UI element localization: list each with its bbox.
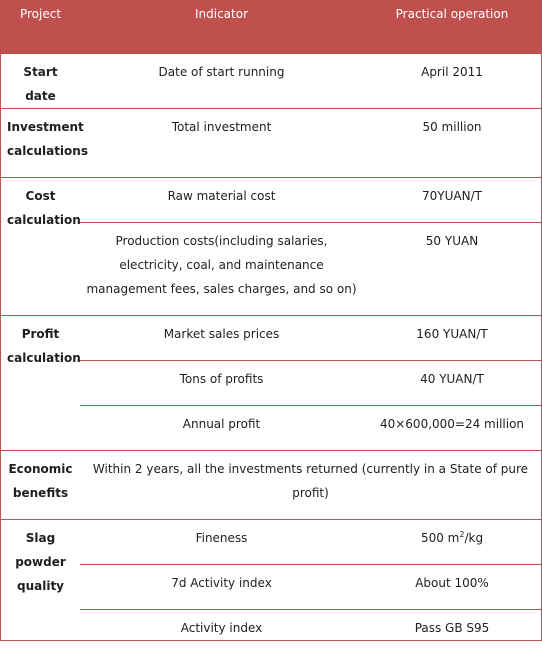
- value-cell: April 2011: [421, 65, 483, 79]
- header-row: [1, 1, 541, 54]
- table-row: [1, 316, 541, 361]
- project-start: Start date: [23, 65, 58, 103]
- header-project: Project: [1, 1, 80, 54]
- value-cell: [363, 520, 541, 565]
- fineness-unit: /kg: [464, 531, 484, 545]
- project-profit: Profit calculation: [1, 316, 80, 451]
- table-row: [1, 361, 541, 406]
- table-row: [1, 178, 541, 223]
- value-cell: 70YUAN/T: [363, 178, 541, 223]
- indicator-cell: Total investment: [80, 109, 363, 178]
- operation-table: [1, 1, 541, 657]
- table-row: [1, 520, 541, 565]
- table-row: [1, 406, 541, 451]
- table-row: [1, 610, 541, 657]
- header-operation: Practical operation: [363, 1, 541, 54]
- indicator-cell: Date of start running: [158, 65, 285, 79]
- indicator-cell: Tons of profits: [80, 361, 363, 406]
- project-cost: Cost calculation: [1, 178, 80, 316]
- table-row: [1, 565, 541, 610]
- table-row: [1, 109, 541, 178]
- economic-text: Within 2 years, all the investments returned (currently in a State of pure profit): [80, 451, 541, 520]
- project-slag: Slag powder quality: [1, 520, 80, 657]
- indicator-cell: Fineness: [80, 520, 363, 565]
- indicator-cell: 7d Activity index: [80, 565, 363, 610]
- value-cell: 40 YUAN/T: [363, 361, 541, 406]
- value-cell: 50 million: [363, 109, 541, 178]
- value-cell: 40×600,000=24 million: [363, 406, 541, 451]
- indicator-cell: Market sales prices: [80, 316, 363, 361]
- table-row: [1, 54, 541, 109]
- fineness-exponent: 2: [459, 530, 465, 539]
- fineness-value: 500 m: [420, 531, 460, 545]
- value-cell: About 100%: [363, 565, 541, 610]
- value-cell: 50 YUAN: [363, 223, 541, 316]
- project-economic: Economic benefits: [1, 451, 80, 520]
- indicator-cell: Activity index: [80, 610, 363, 657]
- value-cell: Pass GB S95: [363, 610, 541, 657]
- indicator-cell: Production costs(including salaries, electricity, coal, and maintenance management fees, sales charges, and so on): [80, 223, 363, 316]
- table-row: [1, 223, 541, 316]
- indicator-cell: Raw material cost: [80, 178, 363, 223]
- indicator-cell: Annual profit: [80, 406, 363, 451]
- value-cell: 160 YUAN/T: [363, 316, 541, 361]
- project-investment: Investment calculations: [1, 109, 80, 178]
- table-row: [1, 451, 541, 520]
- header-indicator: Indicator: [80, 1, 363, 54]
